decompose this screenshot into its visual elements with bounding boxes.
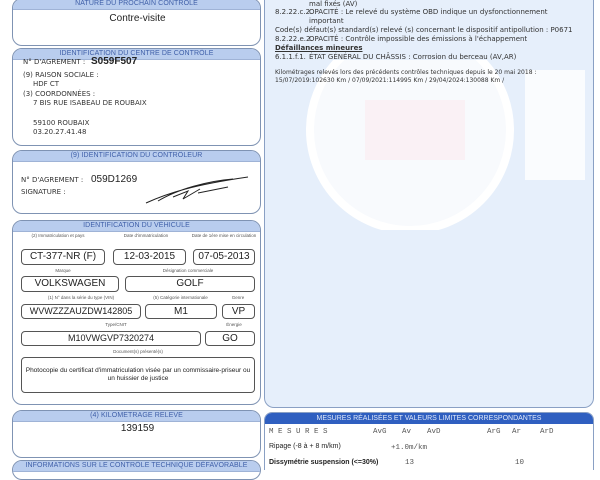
raison-sociale-label: (9) RAISON SOCIALE : [23,71,99,79]
controller-panel [12,150,261,214]
defect-line1-text: OPACITÉ : Le relevé du système OBD indique un dysfonctionnement [309,8,548,16]
magnifier-watermark-icon [275,60,585,230]
energie-label: Énergie [226,322,242,327]
minor-defects-header: Défaillances mineures [275,44,363,52]
measures-panel [264,412,594,470]
immat-label: (2) Immatriculation et pays [31,233,85,238]
col-avg: AvG [373,428,387,436]
defect-line2: Code(s) défaut(s) standard(s) relevé (s) concernant le dispositif antipollution : P0671 [275,26,573,34]
unfavorable-header: INFORMATIONS SUR LE CONTRÔLE TECHNIQUE DÉFAVORABLE [13,461,260,472]
defect-line3-text: OPACITÉ : Contrôle impossible des émissions à l'échappement [309,35,528,43]
next-control-value: Contre-visite [109,13,166,24]
vehicle-panel [12,220,261,405]
col-ard: ArD [540,428,554,436]
defect-line1-cont: important [309,17,344,25]
date-first-value: 07-05-2013 [193,249,255,265]
signature-label: SIGNATURE : [21,188,66,196]
signature-icon [138,171,253,207]
energie-value: GO [205,331,255,346]
documents-label: Document(s) présenté(s) [113,349,163,354]
type-value: M10VWGVP7320274 [21,331,201,346]
unfavorable-panel [12,460,261,480]
defect-line3-code: 8.2.22.e.2. [275,35,313,43]
col-avd: AvD [427,428,441,436]
defect-line4-code: 6.1.1.f.1. [275,53,306,61]
designation-label: Désignation commerciale [162,268,214,273]
date-immat-value: 12-03-2015 [113,249,186,265]
vehicle-header: IDENTIFICATION DU VÉHICULE [13,221,260,232]
controller-agrement-value: 059D1269 [91,174,138,185]
categorie-label: (5) Catégorie internationale [153,295,208,300]
ripage-label: Ripage (-8 à + 8 m/km) [269,443,341,450]
mileage-panel [12,410,261,458]
genre-value: VP [222,304,255,319]
measures-col-title: M E S U R E S [269,428,328,436]
defects-panel [264,0,594,408]
center-agrement-label: N° D'AGREMENT : [23,58,86,66]
immat-value: CT-377-NR (F) [21,249,105,265]
marque-label: Marque [55,268,71,273]
documents-value: Photocopie du certificat d'immatriculation visée par un commissaire-priseur ou un huissier de justice [21,357,255,393]
dissym-label: Dissymétrie suspension (<=30%) [269,459,379,466]
date-immat-label: Date d'immatriculation [123,233,169,238]
vin-value: WVWZZZAUZDW142805 [21,304,141,319]
controller-header: (9) IDENTIFICATION DU CONTRÔLEUR [13,151,260,162]
mileage-history-line2: 15/07/2019:102630 Km / 07/09/2021:114995 Km / 29/04/2024:130088 Km / [275,77,505,84]
vin-label: (1) N° dans la série du type (VIN) [47,295,115,300]
dissym-av: 13 [405,459,415,467]
center-phone: 03.20.27.41.48 [33,128,87,136]
measures-header: MESURES RÉALISÉES ET VALEURS LIMITES CORRESPONDANTES [265,413,593,424]
center-agrement-value: S059F507 [91,56,138,67]
dissym-ar: 10 [515,459,525,467]
raison-sociale-value: HDF CT [33,80,60,88]
control-center-panel [12,48,261,146]
control-center-header: IDENTIFICATION DU CENTRE DE CONTRÔLE [13,49,260,60]
controller-agrement-label: N° D'AGREMENT : [21,176,84,184]
defect-line1-code: 8.2.22.c.2. [275,8,313,16]
mileage-value: 139159 [120,423,155,434]
col-ar: Ar [512,428,522,436]
address-line2: 59100 ROUBAIX [33,119,90,127]
next-control-header: NATURE DU PROCHAIN CONTROLE [13,0,260,10]
defect-line0: mal fixés (AV) [309,0,358,8]
coordinates-label: (3) COORDONNÉES : [23,90,96,98]
type-label: Type/CNIT [105,322,127,327]
next-control-panel [12,0,261,46]
mileage-header: (4) KILOMETRAGE RELEVE [13,411,260,422]
marque-value: VOLKSWAGEN [21,276,119,292]
address-line1: 7 BIS RUE ISABEAU DE ROUBAIX [33,99,147,107]
mileage-history-line1: Kilométrages relevés lors des précédents contrôles techniques depuis le 20 mai 2018 : [275,69,537,76]
col-av: Av [402,428,412,436]
col-arg: ArG [487,428,501,436]
genre-label: Genre [231,295,245,300]
ripage-value: +1.0m/km [391,444,428,452]
defect-line4-text: ÉTAT GÉNÉRAL DU CHÂSSIS : Corrosion du berceau (AV,AR) [309,53,517,61]
categorie-value: M1 [145,304,217,319]
date-first-label: Date de 1ère mise en circulation [191,233,257,238]
designation-value: GOLF [125,276,255,292]
